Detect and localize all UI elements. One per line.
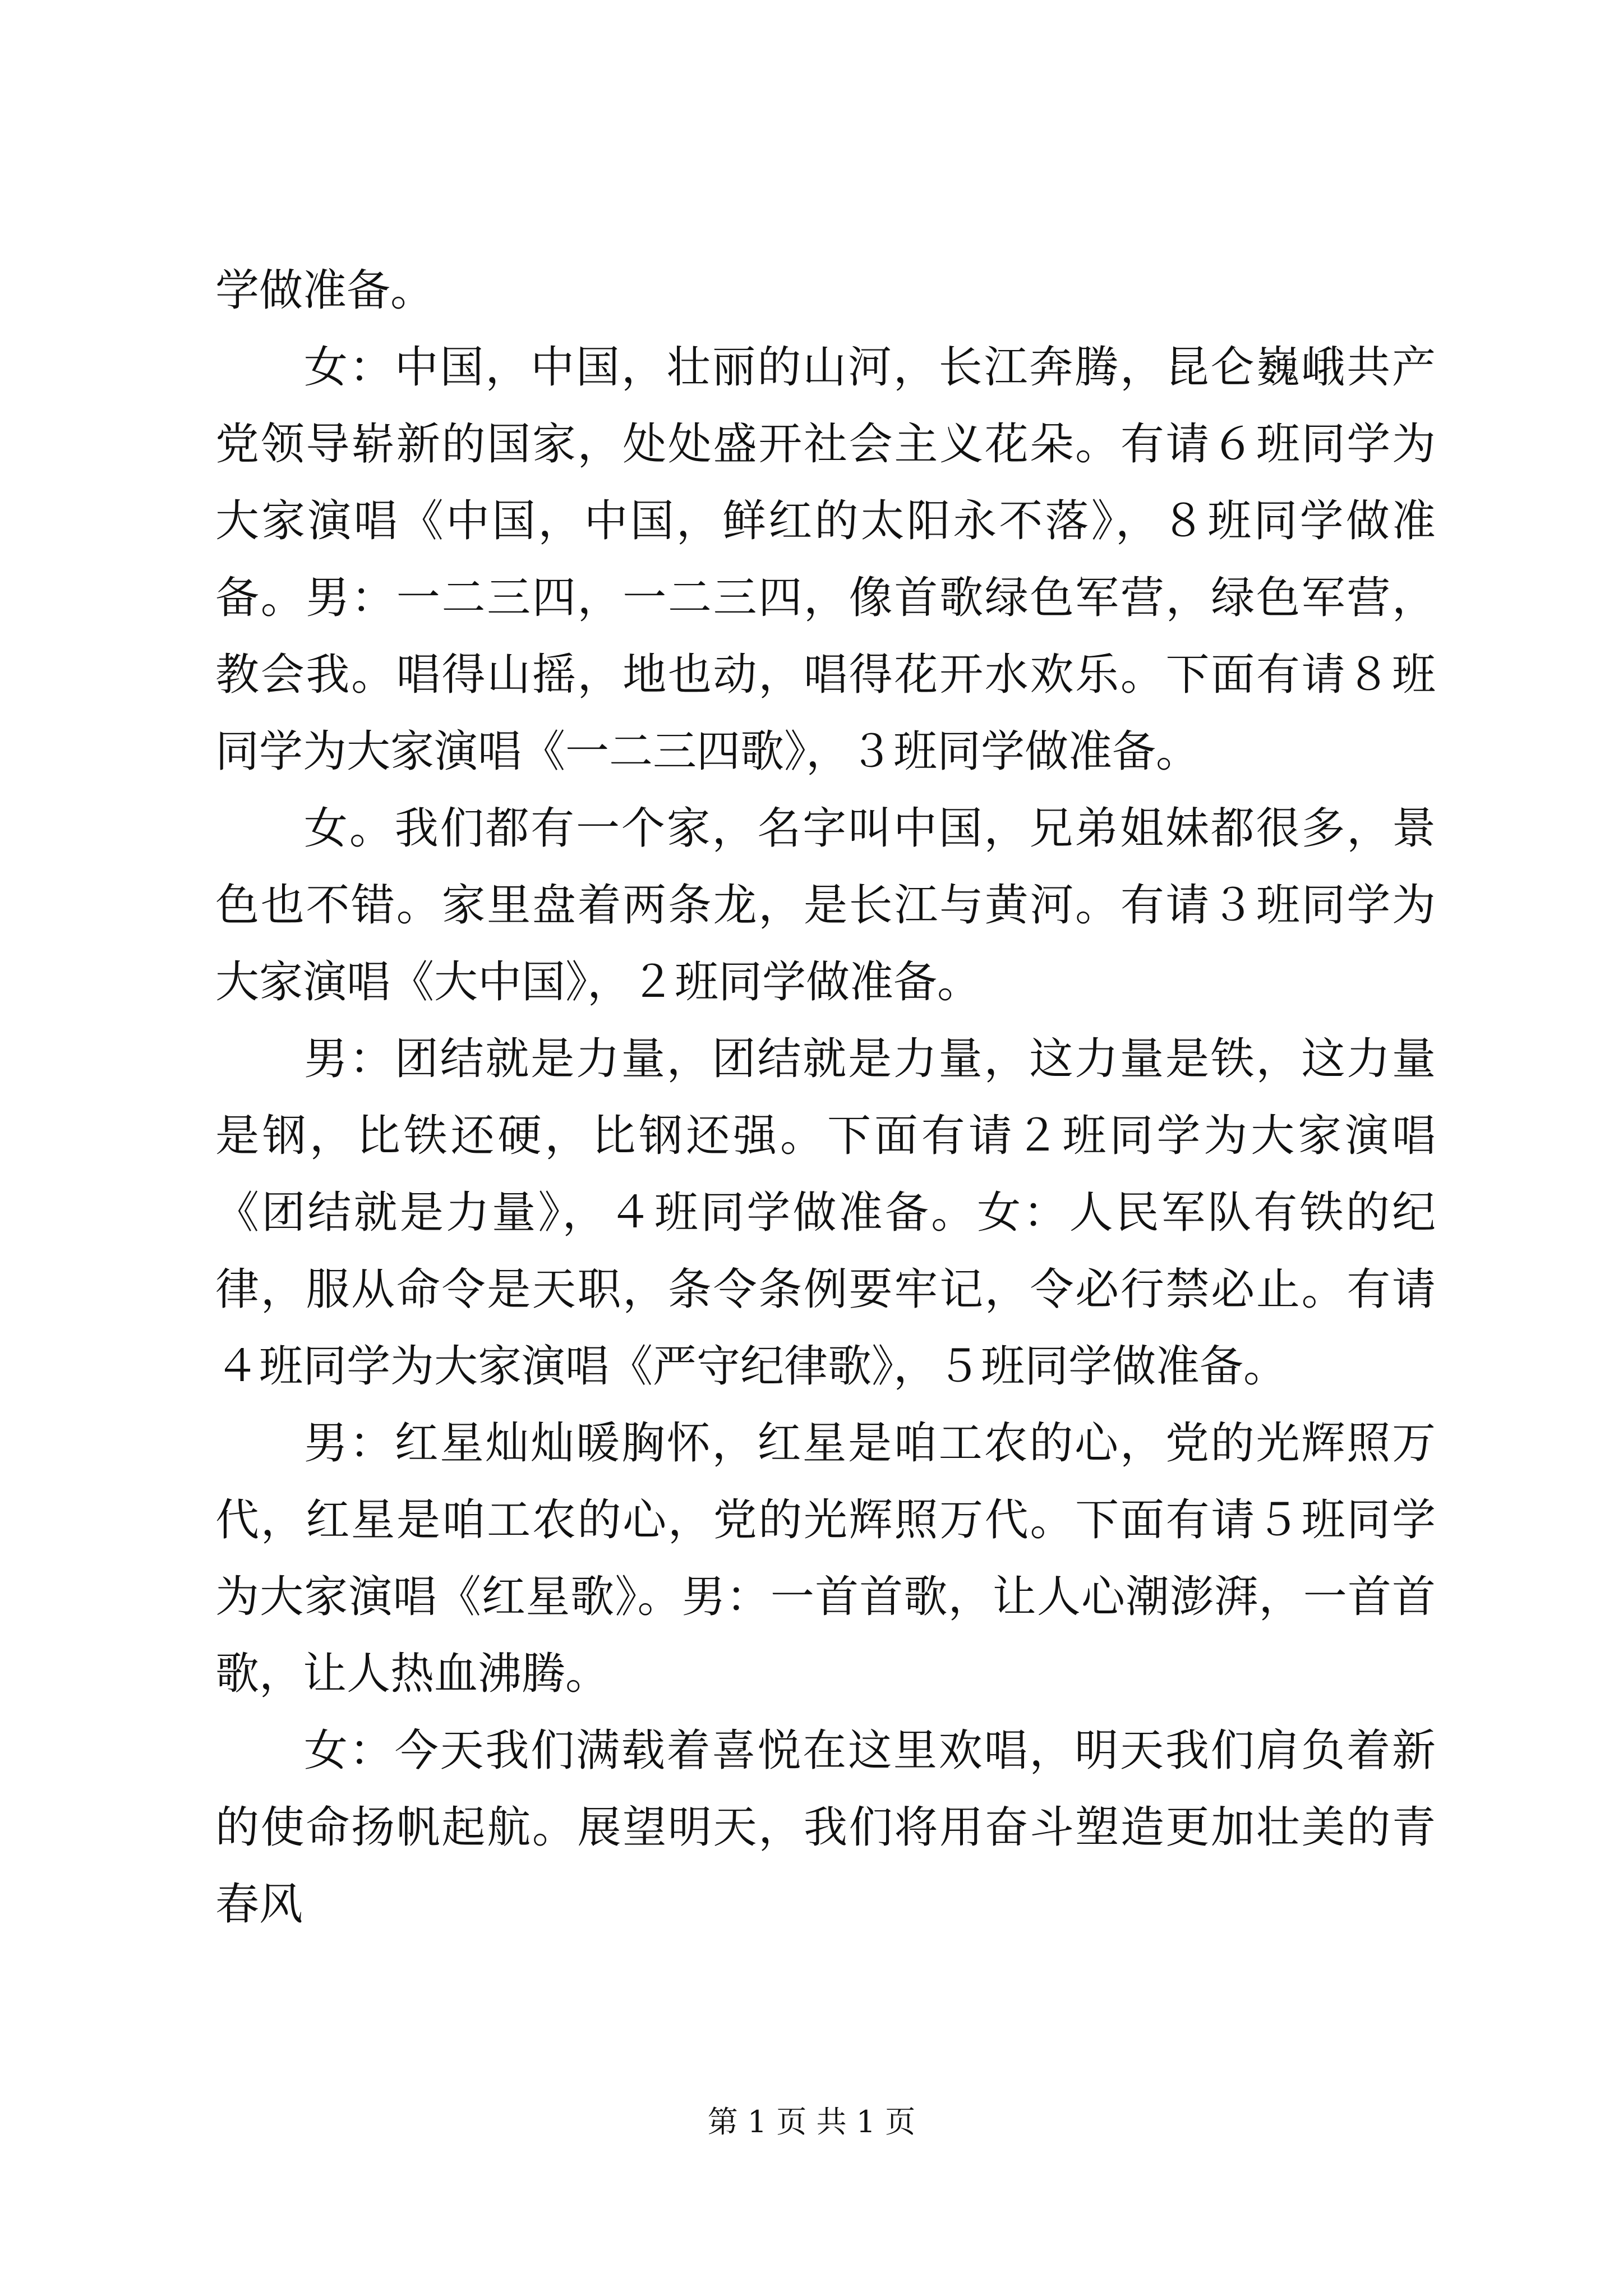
- paragraph-unity-strength: 男：团结就是力量，团结就是力量，这力量是铁，这力量是钢，比铁还硬，比钢还强。下面有请２班同学为大家演唱《团结就是力量》，４班同学做准备。女：人民军队有铁的纪律，服从命令是天职，条令条例要牢记，令必行禁必止。有请４班同学为大家演唱《严守纪律歌》，５班同学做准备。: [215, 1034, 1436, 1392]
- document-body: [215, 252, 1436, 1943]
- paragraph-continuation: 学做准备。: [215, 265, 435, 316]
- paragraph-china-song: 女：中国，中国，壮丽的山河，长江奔腾，昆仑巍峨共产党领导崭新的国家，处处盛开社会主义花朵。有请６班同学为大家演唱《中国，中国，鲜红的太阳永不落》，８班同学做准备。男：一二三四，一二三四，像首歌绿色军营，绿色军营，教会我。唱得山摇，地也动，唱得花开水欢乐。下面有请８班同学为大家演唱《一二三四歌》，３班同学做准备。: [215, 342, 1436, 777]
- page-footer: 第 1 页 共 1 页: [707, 2104, 916, 2139]
- paragraph-closing: 女：今天我们满载着喜悦在这里欢唱，明天我们肩负着新的使命扬帆起航。展望明天，我们将用奋斗塑造更加壮美的青春风: [215, 1726, 1436, 1930]
- paragraph-red-star: 男：红星灿灿暖胸怀，红星是咱工农的心，党的光辉照万代，红星是咱工农的心，党的光辉照万代。下面有请５班同学为大家演唱《红星歌》。男：一首首歌，让人心潮澎湃，一首首歌，让人热血沸腾。: [215, 1418, 1436, 1699]
- paragraph-big-china: 女。我们都有一个家，名字叫中国，兄弟姐妹都很多，景色也不错。家里盘着两条龙，是长江与黄河。有请３班同学为大家演唱《大中国》，２班同学做准备。: [215, 803, 1436, 1007]
